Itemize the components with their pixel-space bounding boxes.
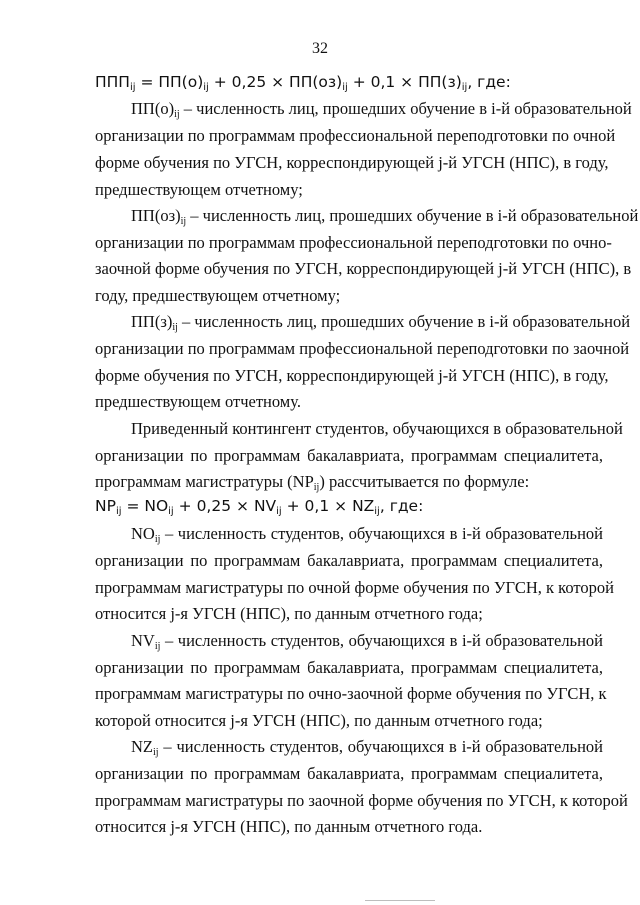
formula-term-3: ПП(з)	[418, 73, 462, 91]
formula2-term-2: NV	[253, 497, 277, 515]
def-nv-line-3: программам магистратуры по очно-заочной форме обучения по УГСН, к	[95, 684, 607, 703]
def-po-line-3: форме обучения по УГСН, корреспондирующей j-й УГСН (НПС), в году,	[95, 153, 609, 172]
formula-term-1: ПП(о)	[158, 73, 204, 91]
formula2-term-1-sub: ij	[168, 506, 174, 517]
def-nz-line-1	[131, 737, 603, 757]
def-poz-line-4: году, предшествующем отчетному;	[95, 286, 341, 305]
def-nz-line-2: организации по программам бакалавриата, программам специалитета,	[95, 764, 603, 783]
def-no-line-1	[131, 524, 603, 544]
intro-line-2: организации по программам бакалавриата, программам специалитета,	[95, 446, 603, 465]
formula2-lhs-sub: ij	[115, 506, 122, 517]
def-no-term-sub: ij	[154, 534, 161, 545]
def-po-term: ПП(о)	[131, 99, 175, 118]
def-nz-term-sub: ij	[153, 747, 159, 758]
def-nv-term-sub: ij	[154, 641, 161, 652]
formula2-lhs: NP	[95, 497, 116, 515]
formula2-term-1: NO	[144, 497, 169, 515]
formula2-term-2-sub: ij	[276, 506, 282, 517]
formula2-term-3: NZ	[352, 497, 375, 515]
def-poz-term: ПП(оз)	[131, 206, 181, 225]
intro-text-b: ) рассчитывается по формуле:	[319, 472, 530, 491]
def-nz-line-4: относится j-я УГСН (НПС), по данным отчетного года.	[95, 817, 483, 836]
formula-lhs-sub: ij	[129, 82, 136, 93]
formula-term-2: ПП(оз)	[289, 73, 343, 91]
def-nz-term: NZ	[131, 737, 153, 756]
def-no-text-1: – численность студентов, обучающихся в i-й образовательной	[160, 524, 603, 543]
formula-term-3-sub: ij	[461, 82, 468, 93]
formula-term-1-sub: ij	[203, 82, 209, 93]
formula-op-1: + 0,25 ×	[213, 73, 285, 91]
formula-suffix: , где:	[467, 73, 511, 91]
intro-text-a: программам магистратуры (NP	[95, 472, 314, 491]
page-number: 32	[312, 40, 328, 57]
def-nz-line-3: программам магистратуры по заочной форме обучения по УГСН, к которой	[95, 791, 628, 810]
formula-np: $NP_{ij} = NO_{ij} + 0,25 \times NV_{ij} + 0,1 \times NZ_{ij}$, где:	[95, 497, 424, 517]
def-poz-line-3: заочной форме обучения по УГСН, корреспондирующей j-й УГСН (НПС), в	[95, 259, 632, 278]
def-poz-line-1	[131, 206, 639, 227]
def-pz-line-4: предшествующем отчетному.	[95, 392, 301, 411]
def-po-line-1	[131, 99, 632, 120]
intro-line-3	[95, 472, 603, 492]
def-pz-line-1	[131, 312, 631, 333]
def-pz-line-2: организации по программам профессиональной переподготовки по заочной	[95, 339, 630, 358]
def-nz-text-1: – численность студентов, обучающихся в i-й образовательной	[158, 737, 603, 756]
def-po-line-4: предшествующем отчетному;	[95, 180, 303, 199]
def-po-term-sub: ij	[174, 109, 180, 120]
formula-ppp: $ППП_{ij} = ПП(о)_{ij} + 0,25 \times ПП(оз)_{ij} + 0,1 \times ПП(з)_{ij}$, где:	[95, 73, 511, 93]
def-po-text-1: – численность лиц, прошедших обучение в i-й образовательной	[179, 99, 632, 118]
def-pz-line-3: форме обучения по УГСН, корреспондирующей j-й УГСН (НПС), в году,	[95, 366, 609, 385]
def-nv-term: NV	[131, 631, 155, 650]
def-no-line-3: программам магистратуры по очной форме обучения по УГСН, к которой	[95, 578, 614, 597]
def-pz-text-1: – численность лиц, прошедших обучение в i-й образовательной	[177, 312, 631, 331]
def-poz-term-sub: ij	[180, 216, 187, 227]
intro-line-1: Приведенный контингент студентов, обучающихся в образовательной	[131, 419, 623, 438]
def-no-term: NO	[131, 524, 155, 543]
formula-term-2-sub: ij	[342, 82, 348, 93]
def-poz-text-1: – численность лиц, прошедших обучение в i-й образовательной	[186, 206, 639, 225]
footer-rule	[365, 900, 435, 901]
def-pz-term: ПП(з)	[131, 312, 173, 331]
formula2-op-1: + 0,25 ×	[178, 497, 249, 515]
def-no-line-2: организации по программам бакалавриата, программам специалитета,	[95, 551, 603, 570]
intro-sub: ij	[313, 482, 320, 493]
def-nv-line-2: организации по программам бакалавриата, программам специалитета,	[95, 658, 603, 677]
formula-lhs: ППП	[95, 73, 130, 91]
def-poz-line-2: организации по программам профессиональной переподготовки по очно-	[95, 233, 612, 252]
def-po-line-2: организации по программам профессиональной переподготовки по очной	[95, 126, 616, 145]
def-no-line-4: относится j-я УГСН (НПС), по данным отчетного года;	[95, 604, 483, 623]
formula2-op-2: + 0,1 ×	[286, 497, 348, 515]
formula-op-2: + 0,1 ×	[352, 73, 414, 91]
formula2-term-3-sub: ij	[374, 506, 380, 517]
formula2-suffix: , где:	[379, 497, 424, 515]
def-nv-text-1: – численность студентов, обучающихся в i-й образовательной	[160, 631, 603, 650]
def-nv-line-1	[131, 631, 603, 651]
def-nv-line-4: которой относится j-я УГСН (НПС), по данным отчетного года;	[95, 711, 543, 730]
def-pz-term-sub: ij	[172, 322, 178, 333]
